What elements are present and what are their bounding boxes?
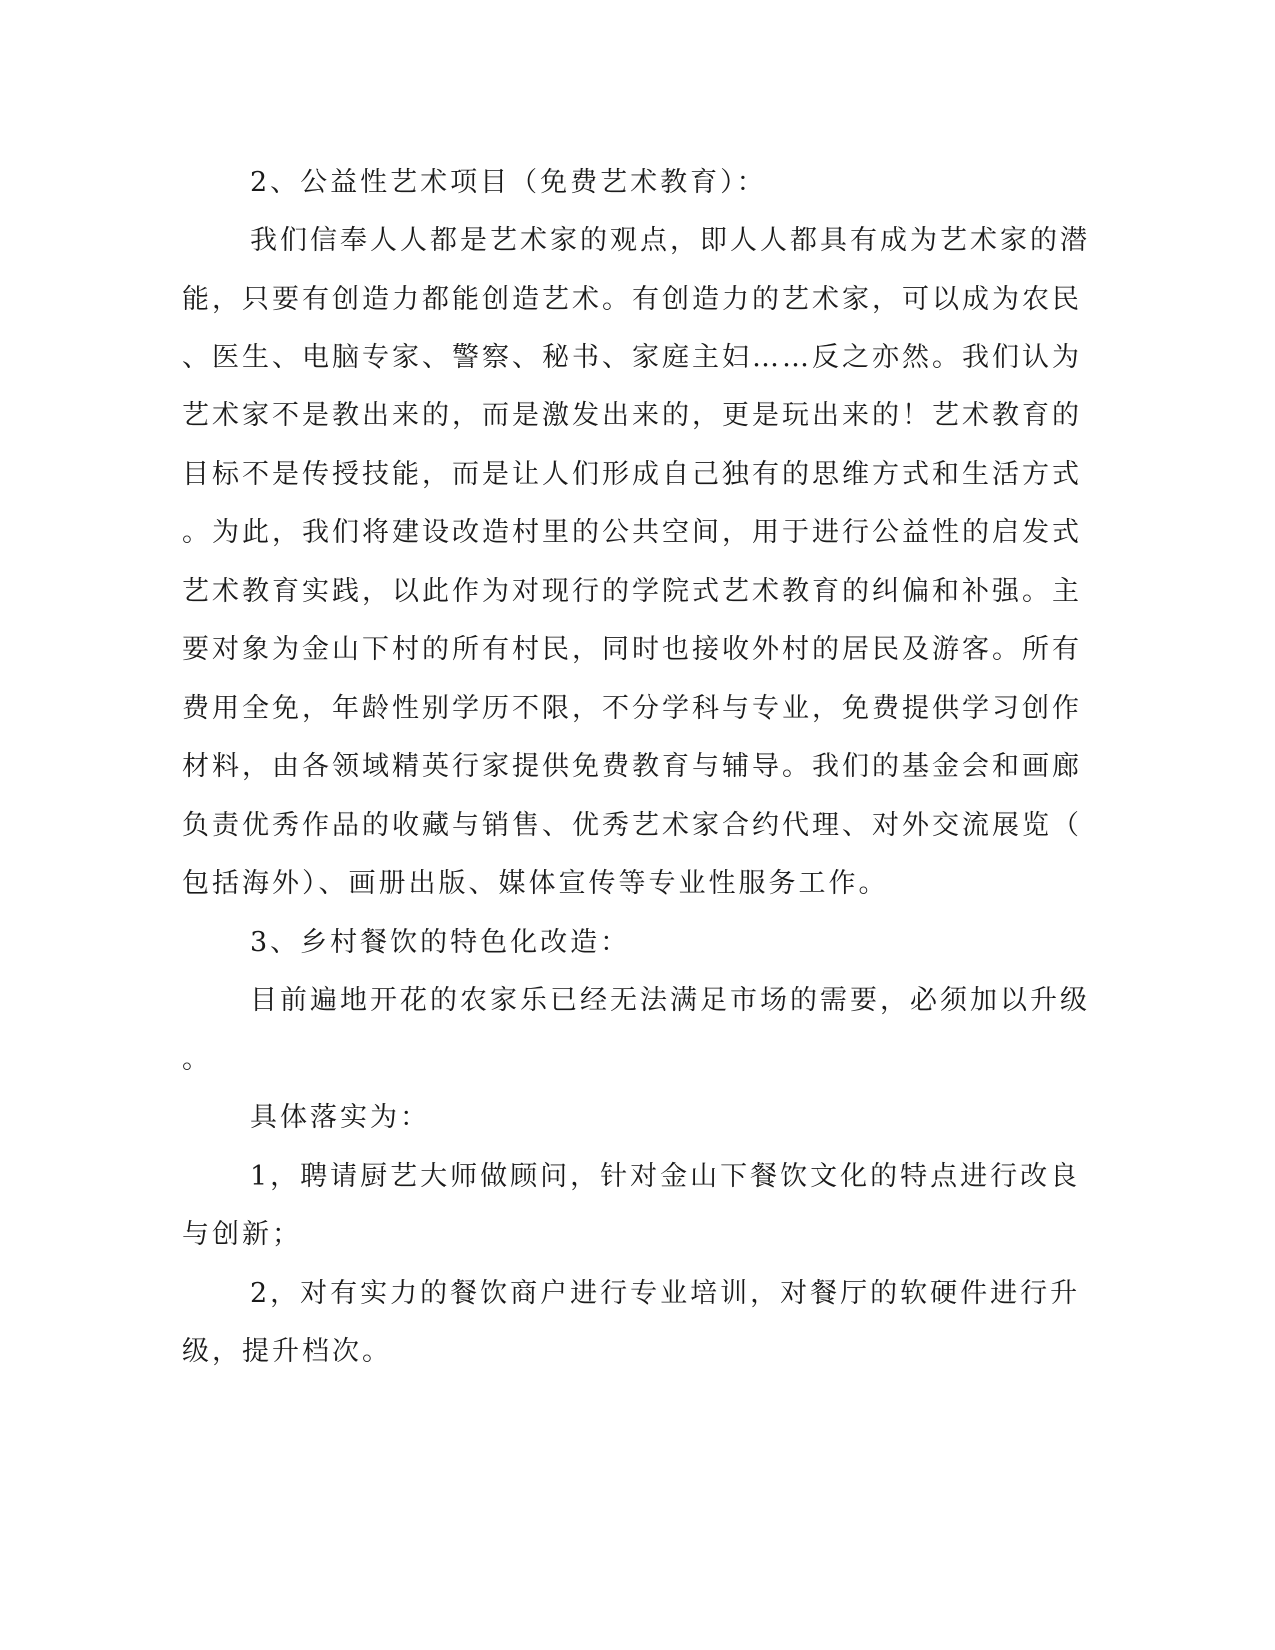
paragraph-line: 具体落实为：: [250, 1102, 430, 1133]
paragraph-line: 。: [182, 1044, 212, 1075]
paragraph-line: 艺术家不是教出来的，而是激发出来的，更是玩出来的！艺术教育的: [182, 400, 1082, 431]
list-item-2: 2，对有实力的餐饮商户进行专业培训，对餐厅的软硬件进行升: [250, 1278, 1081, 1309]
paragraph-line: 包括海外）、画册出版、媒体宣传等专业性服务工作。: [182, 868, 889, 899]
paragraph-line: 负责优秀作品的收藏与销售、优秀艺术家合约代理、对外交流展览（: [182, 810, 1082, 841]
paragraph-line: 能，只要有创造力都能创造艺术。有创造力的艺术家，可以成为农民: [182, 284, 1082, 315]
paragraph-line: 材料，由各领域精英行家提供免费教育与辅导。我们的基金会和画廊: [182, 751, 1082, 782]
paragraph-line: 目前遍地开花的农家乐已经无法满足市场的需要，必须加以升级: [250, 985, 1090, 1016]
paragraph-line: 费用全免，年龄性别学历不限，不分学科与专业，免费提供学习创作: [182, 693, 1082, 724]
paragraph-line: 艺术教育实践，以此作为对现行的学院式艺术教育的纠偏和补强。主: [182, 576, 1082, 607]
paragraph-line: 要对象为金山下村的所有村民，同时也接收外村的居民及游客。所有: [182, 634, 1082, 665]
paragraph-line: 。为此，我们将建设改造村里的公共空间，用于进行公益性的启发式: [182, 517, 1082, 548]
section-heading-3: 3、乡村餐饮的特色化改造：: [250, 927, 631, 958]
paragraph-line: 、医生、电脑专家、警察、秘书、家庭主妇……反之亦然。我们认为: [182, 342, 1082, 373]
paragraph-line: 我们信奉人人都是艺术家的观点，即人人都具有成为艺术家的潜: [250, 225, 1090, 256]
list-item-1: 1，聘请厨艺大师做顾问，针对金山下餐饮文化的特点进行改良: [250, 1161, 1081, 1192]
paragraph-line: 目标不是传授技能，而是让人们形成自己独有的思维方式和生活方式: [182, 459, 1082, 490]
list-item-2-continued: 级，提升档次。: [182, 1336, 392, 1367]
section-heading-2: 2、公益性艺术项目（免费艺术教育）：: [250, 167, 767, 198]
list-item-1-continued: 与创新；: [182, 1219, 302, 1250]
